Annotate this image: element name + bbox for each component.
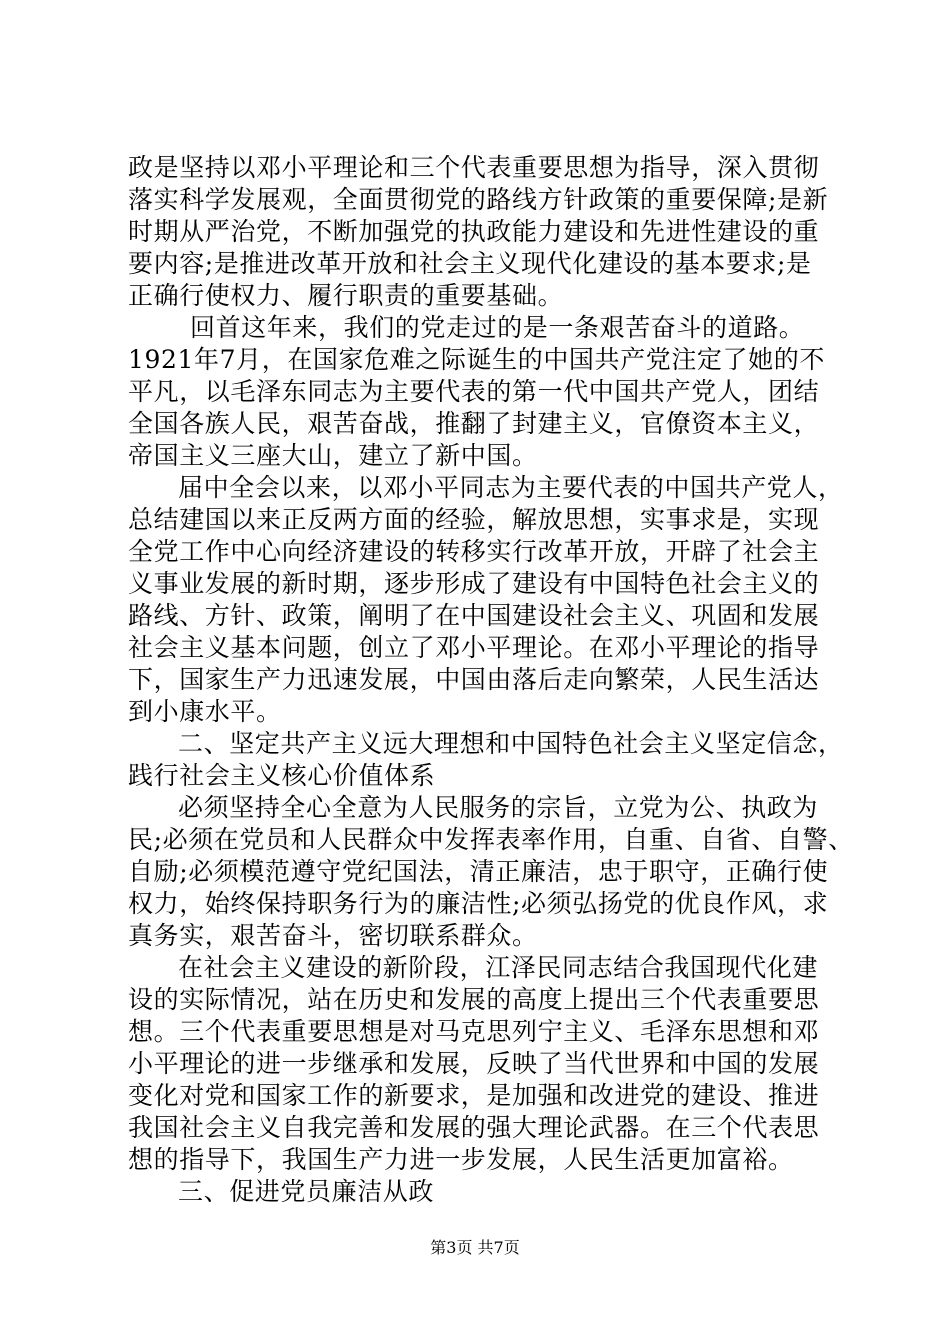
- text-line: 义事业发展的新时期，逐步形成了建设有中国特色社会主义的: [128, 569, 820, 598]
- paragraph-first-line: 回首这年来，我们的党走过的是一条艰苦奋斗的道路。: [190, 313, 805, 342]
- paragraph-first-line: 必须坚持全心全意为人民服务的宗旨，立党为公、执政为: [178, 793, 819, 822]
- text-line: 民;必须在党员和人民群众中发挥表率作用，自重、自省、自警、: [128, 825, 854, 854]
- text-line: 到小康水平。: [128, 697, 282, 726]
- text-line: 变化对党和国家工作的新要求，是加强和改进党的建设、推进: [128, 1081, 820, 1110]
- text-line: 时期从严治党，不断加强党的执政能力建设和先进性建设的重: [128, 217, 820, 246]
- text-line: 下，国家生产力迅速发展，中国由落后走向繁荣，人民生活达: [128, 665, 820, 694]
- section-heading-3: 三、促进党员廉洁从政: [178, 1177, 435, 1206]
- text-line: 政是坚持以邓小平理论和三个代表重要思想为指导，深入贯彻: [128, 153, 820, 182]
- text-line: 正确行使权力、履行职责的重要基础。: [128, 281, 564, 310]
- paragraph-first-line: 届中全会以来，以邓小平同志为主要代表的中国共产党人，: [178, 473, 844, 502]
- text-line: 1921年7月，在国家危难之际诞生的中国共产党注定了她的不: [128, 345, 825, 374]
- text-line: 想的指导下，我国生产力进一步发展，人民生活更加富裕。: [128, 1145, 794, 1174]
- text-line: 社会主义基本问题，创立了邓小平理论。在邓小平理论的指导: [128, 633, 820, 662]
- page-number-label: 第3页 共7页: [430, 1238, 520, 1257]
- text-line: 我国社会主义自我完善和发展的强大理论武器。在三个代表思: [128, 1113, 820, 1142]
- document-body: [128, 152, 854, 1208]
- text-line: 总结建国以来正反两方面的经验，解放思想，实事求是，实现: [128, 505, 820, 534]
- section-heading-2: 二、坚定共产主义远大理想和中国特色社会主义坚定信念，: [178, 729, 844, 758]
- text-line: 要内容;是推进改革开放和社会主义现代化建设的基本要求;是: [128, 249, 812, 278]
- text-line: 小平理论的进一步继承和发展，反映了当代世界和中国的发展: [128, 1049, 820, 1078]
- text-line: 全党工作中心向经济建设的转移实行改革开放，开辟了社会主: [128, 537, 820, 566]
- text-line: 路线、方针、政策，阐明了在中国建设社会主义、巩固和发展: [128, 601, 820, 630]
- text-line: 真务实，艰苦奋斗，密切联系群众。: [128, 921, 538, 950]
- text-line: 平凡，以毛泽东同志为主要代表的第一代中国共产党人，团结: [128, 377, 820, 406]
- page-footer: [0, 1238, 950, 1258]
- text-line: 帝国主义三座大山，建立了新中国。: [128, 441, 538, 470]
- paragraph-first-line: 在社会主义建设的新阶段，江泽民同志结合我国现代化建: [178, 953, 819, 982]
- text-line: 设的实际情况，站在历史和发展的高度上提出三个代表重要思: [128, 985, 820, 1014]
- text-line: 落实科学发展观，全面贯彻党的路线方针政策的重要保障;是新: [128, 185, 829, 214]
- text-line: 践行社会主义核心价值体系: [128, 761, 436, 790]
- text-line: 全国各族人民，艰苦奋战，推翻了封建主义，官僚资本主义，: [128, 409, 820, 438]
- text-line: 权力，始终保持职务行为的廉洁性;必须弘扬党的优良作风，求: [128, 889, 829, 918]
- text-line: 想。三个代表重要思想是对马克思列宁主义、毛泽东思想和邓: [128, 1017, 820, 1046]
- text-line: 自励;必须模范遵守党纪国法，清正廉洁，忠于职守，正确行使: [128, 857, 829, 886]
